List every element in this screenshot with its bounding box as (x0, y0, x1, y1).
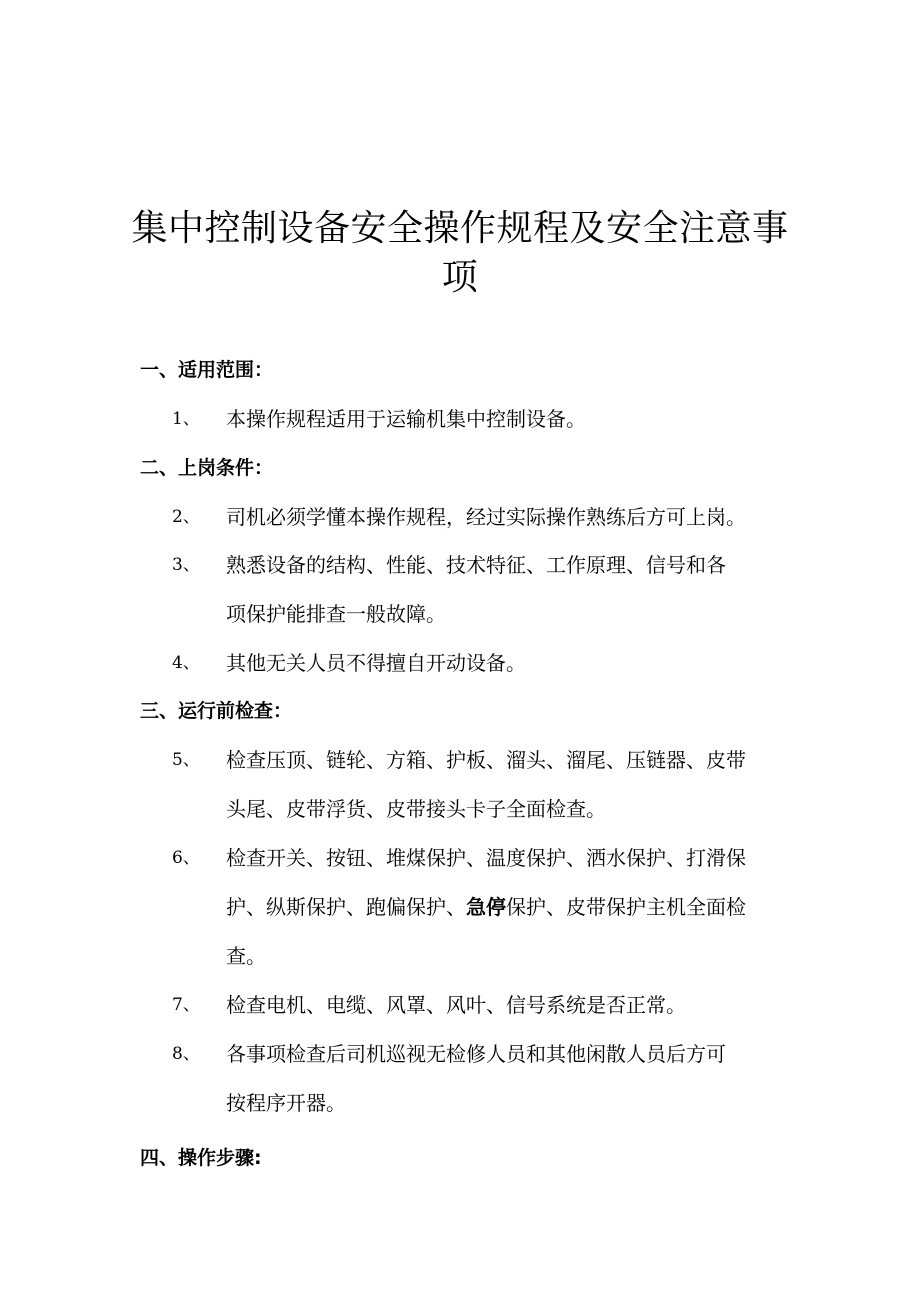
item-text: 司机必须学懂本操作规程，经过实际操作熟练后方可上岗。 (226, 505, 746, 529)
item-text-part: 保护、皮带保护主机全面检 (506, 895, 746, 919)
item-number: 1、 (172, 409, 200, 429)
item-number: 3、 (172, 555, 200, 575)
item-number: 4、 (172, 653, 200, 673)
item-text-continuation: 头尾、皮带浮货、皮带接头卡子全面检查。 (226, 797, 606, 821)
section-heading-scope: 一、适用范围： (140, 359, 274, 381)
section-heading-operation-steps: 四、操作步骤: (140, 1147, 262, 1169)
document-title-line-1: 集中控制设备安全操作规程及安全注意事 (131, 208, 789, 249)
emphasized-word: 急停 (466, 895, 506, 919)
item-text: 各事项检查后司机巡视无检修人员和其他闲散人员后方可 (226, 1042, 726, 1066)
document-title-line-2: 项 (441, 257, 479, 298)
item-number: 7、 (172, 995, 200, 1015)
item-text-continuation: 查。 (226, 944, 266, 968)
item-number: 5、 (172, 750, 200, 770)
item-number: 6、 (172, 848, 200, 868)
item-text-continuation: 项保护能排查一般故障。 (226, 602, 446, 626)
item-text-continuation: 按程序开器。 (226, 1091, 346, 1115)
item-text-continuation (226, 893, 746, 921)
item-text: 检查开关、按钮、堆煤保护、温度保护、洒水保护、打滑保 (226, 846, 746, 870)
section-heading-qualification: 二、上岗条件： (140, 457, 274, 479)
section-heading-pre-run-check: 三、运行前检查： (140, 700, 293, 722)
item-text: 检查压顶、链轮、方箱、护板、溜头、溜尾、压链器、皮带 (226, 748, 746, 772)
item-number: 8、 (172, 1044, 200, 1064)
item-text: 熟悉设备的结构、性能、技术特征、工作原理、信号和各 (226, 553, 726, 577)
item-text: 其他无关人员不得擅自开动设备。 (226, 651, 526, 675)
item-number: 2、 (172, 507, 200, 527)
item-text-part: 护、纵斯保护、跑偏保护、 (226, 895, 466, 919)
item-text: 本操作规程适用于运输机集中控制设备。 (226, 407, 586, 431)
item-text: 检查电机、电缆、风罩、风叶、信号系统是否正常。 (226, 993, 686, 1017)
